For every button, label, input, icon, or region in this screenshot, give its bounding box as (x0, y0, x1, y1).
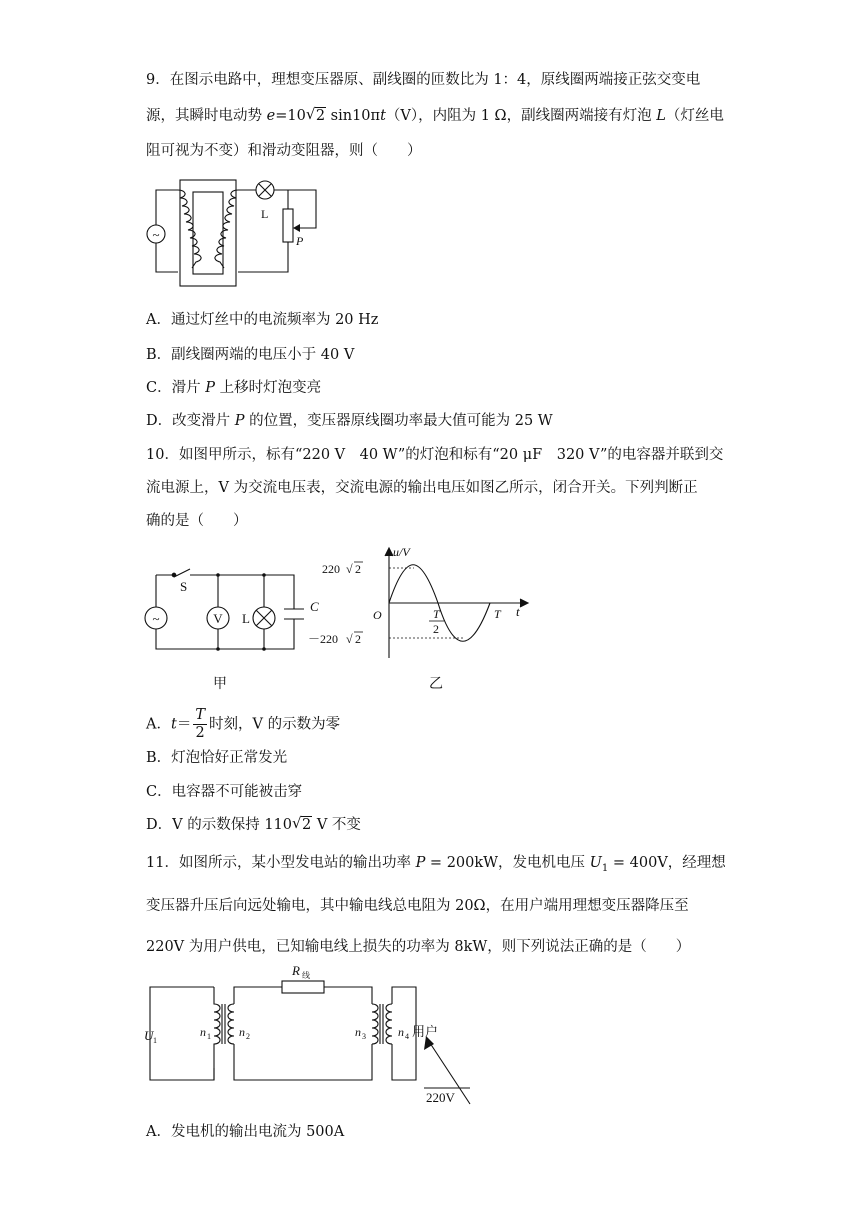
svg-text:√: √ (346, 632, 353, 646)
q11-stem-line-2: 变压器升压后向远处输电，其中输电线总电阻为 20Ω，在用户端用理想变压器降压至 (146, 898, 689, 914)
q9-option-d[interactable]: D．改变滑片 P 的位置，变压器原线圈功率最大值可能为 25 W (146, 413, 553, 429)
q11-r-label: R (292, 963, 300, 978)
q11-n4-label: n (398, 1025, 404, 1039)
q9-circuit-diagram (140, 172, 340, 294)
q11-r-sub: 线 (302, 971, 310, 980)
q11-n4-sub: 4 (405, 1032, 409, 1041)
q10-graph-period: T (494, 607, 501, 621)
q10-graph-half-period-num: T (433, 607, 440, 621)
q10-graph-y-label: u/V (393, 545, 410, 559)
q10-graph-half-period-den: 2 (433, 622, 439, 636)
q10-caption-jia: 甲 (213, 676, 227, 692)
q10-stem-line-3: 确的是（ ） (146, 513, 248, 529)
q10-graph-x-label: t (516, 604, 520, 619)
svg-text:√: √ (346, 562, 353, 576)
q11-stem-line-3: 220V 为用户供电，已知输电线上损失的功率为 8kW，则下列说法正确的是（ ） (146, 939, 691, 955)
q10-stem-line-1: 10．如图甲所示，标有“220 V 40 W”的灯泡和标有“20 μF 320 V”的电容器并联到交 (146, 447, 724, 463)
q9-option-c[interactable]: C．滑片 P 上移时灯泡变亮 (146, 380, 322, 396)
q10-graph-bottom-rad: 2 (355, 632, 361, 646)
q10-graph-top-value: 220 (322, 562, 340, 576)
q10-voltage-graph-yi (308, 545, 536, 662)
q10-circuit-jia (140, 565, 330, 655)
q9-option-b[interactable]: B．副线圈两端的电压小于 40 V (146, 347, 355, 363)
q10-lamp-label: L (242, 611, 250, 626)
q11-n3-label: n (355, 1025, 361, 1039)
q10-option-d[interactable]: D．V 的示数保持 110√ 2 V 不变 (146, 815, 361, 835)
q11-n2-sub: 2 (246, 1032, 250, 1041)
q11-n1-label: n (200, 1025, 206, 1039)
q11-220v-label: 220V (426, 1090, 455, 1105)
q11-user-label: 用户 (412, 1024, 439, 1039)
q11-n2-label: n (239, 1025, 245, 1039)
q9-stem-line-2: 源，其瞬时电动势 e=10√ 2 sin10πt（V），内阻为 1 Ω，副线圈两端接有灯泡 L（灯丝电 (146, 106, 724, 126)
q11-option-a[interactable]: A．发电机的输出电流为 500A (146, 1124, 345, 1140)
q9-stem-line-1: 9．在图示电路中，理想变压器原、副线圈的匝数比为 1：4，原线圈两端接正弦交变电 (146, 72, 701, 88)
q10-caption-yi: 乙 (429, 676, 443, 692)
q9-source-symbol: ~ (152, 227, 160, 242)
q11-n1-sub: 1 (207, 1032, 211, 1041)
q11-u1-label: U (144, 1028, 154, 1043)
q9-stem-line-3: 阻可视为不变）和滑动变阻器，则（ ） (146, 143, 422, 159)
q11-stem-line-1: 11．如图所示，某小型发电站的输出功率 P = 200kW，发电机电压 $U_1 = 400V$，经理想 (146, 855, 726, 874)
q9-lamp-label: L (261, 207, 269, 221)
q10-switch-label: S (180, 579, 188, 594)
q10-graph-bottom-value: －220 (308, 632, 339, 646)
q9-option-a[interactable]: A．通过灯丝中的电流频率为 20 Hz (146, 312, 379, 328)
q10-voltmeter-label: V (213, 611, 223, 626)
q9-slider-label: P (296, 234, 304, 248)
q10-option-b[interactable]: B．灯泡恰好正常发光 (146, 750, 288, 766)
q10-source-symbol: ~ (152, 611, 160, 626)
q10-stem-line-2: 流电源上，V 为交流电压表，交流电源的输出电压如图乙所示，闭合开关。下列判断正 (146, 480, 698, 496)
q11-transmission-diagram (140, 958, 480, 1108)
q10-option-c[interactable]: C．电容器不可能被击穿 (146, 784, 303, 800)
q10-graph-origin: O (373, 608, 382, 622)
q10-graph-top-rad: 2 (355, 562, 361, 576)
q10-capacitor-label: C (310, 599, 319, 614)
q11-n3-sub: 3 (362, 1032, 366, 1041)
q10-option-a[interactable]: A．t＝ $\frac{T}{2}$ 时刻，V 的示数为零 (146, 707, 341, 741)
q11-u1-sub: 1 (153, 1036, 157, 1045)
